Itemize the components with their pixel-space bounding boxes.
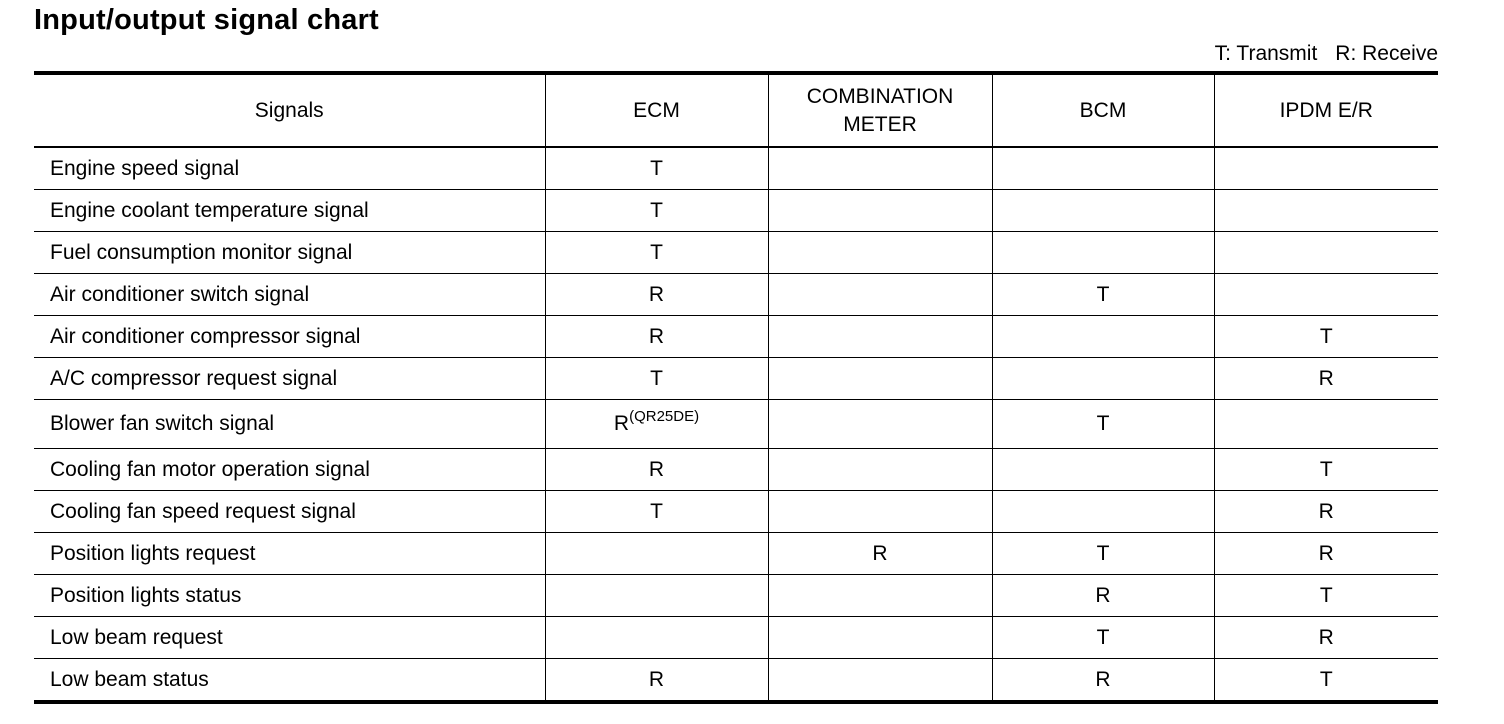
bcm-cell: T	[992, 617, 1214, 659]
bcm-cell: T	[992, 533, 1214, 575]
ecm-value: R	[648, 667, 665, 691]
ipdm-cell: R	[1214, 491, 1438, 533]
ecm-value: R	[648, 282, 665, 306]
table-row	[34, 400, 1438, 449]
header-bcm: BCM	[992, 73, 1214, 147]
ecm-value: R	[648, 457, 665, 481]
ecm-value: T	[650, 240, 663, 264]
legend-transmit: T: Transmit	[1214, 42, 1318, 65]
meter-cell	[768, 232, 992, 274]
ecm-value: T	[650, 198, 663, 222]
ipdm-cell: R	[1214, 533, 1438, 575]
ipdm-cell	[1214, 274, 1438, 316]
meter-cell	[768, 358, 992, 400]
meter-cell	[768, 316, 992, 358]
table-row	[34, 617, 1438, 659]
ecm-cell	[545, 358, 768, 400]
signal-table	[34, 71, 1438, 704]
header-ecm: ECM	[545, 73, 768, 147]
header-combination-meter-line1: COMBINATION	[806, 84, 954, 108]
ecm-cell	[545, 617, 768, 659]
ipdm-cell: T	[1214, 575, 1438, 617]
ipdm-cell: T	[1214, 316, 1438, 358]
bcm-cell	[992, 190, 1214, 232]
ipdm-cell	[1214, 147, 1438, 190]
signal-name: Cooling fan motor operation signal	[34, 449, 545, 491]
ipdm-cell: R	[1214, 358, 1438, 400]
header-combination-meter-line2: METER	[843, 112, 917, 136]
table-row	[34, 358, 1438, 400]
table-row	[34, 232, 1438, 274]
table-row	[34, 491, 1438, 533]
ipdm-cell	[1214, 190, 1438, 232]
meter-cell	[768, 659, 992, 703]
signal-name: Position lights status	[34, 575, 545, 617]
signal-name: Blower fan switch signal	[34, 400, 545, 449]
ipdm-cell	[1214, 400, 1438, 449]
table-row	[34, 316, 1438, 358]
ipdm-cell: R	[1214, 617, 1438, 659]
table-header-row	[34, 73, 1438, 147]
table-row	[34, 449, 1438, 491]
ecm-value: R	[613, 412, 630, 435]
bcm-cell	[992, 449, 1214, 491]
bcm-cell	[992, 147, 1214, 190]
header-combination-meter	[768, 73, 992, 147]
signal-name: Engine speed signal	[34, 147, 545, 190]
signal-name: Low beam request	[34, 617, 545, 659]
ecm-value: T	[650, 499, 663, 523]
ecm-value: R	[648, 324, 665, 348]
legend	[1215, 42, 1438, 66]
ecm-note: (QR25DE)	[629, 408, 700, 425]
table-body	[34, 147, 1438, 702]
ecm-cell	[545, 232, 768, 274]
legend-receive: R: Receive	[1335, 42, 1438, 65]
signal-name: Fuel consumption monitor signal	[34, 232, 545, 274]
ecm-cell	[545, 190, 768, 232]
meter-cell	[768, 575, 992, 617]
ecm-cell	[545, 147, 768, 190]
meter-cell	[768, 147, 992, 190]
signal-name: Cooling fan speed request signal	[34, 491, 545, 533]
ipdm-cell: T	[1214, 659, 1438, 703]
bcm-cell: R	[992, 575, 1214, 617]
meter-cell	[768, 274, 992, 316]
signal-name: Low beam status	[34, 659, 545, 703]
meter-cell	[768, 449, 992, 491]
signal-name: Position lights request	[34, 533, 545, 575]
table-row	[34, 190, 1438, 232]
ecm-cell	[545, 400, 768, 449]
ecm-cell	[545, 575, 768, 617]
ecm-cell	[545, 316, 768, 358]
bcm-cell	[992, 358, 1214, 400]
ecm-value: T	[650, 366, 663, 390]
signal-name: Engine coolant temperature signal	[34, 190, 545, 232]
bcm-cell	[992, 232, 1214, 274]
header-signals: Signals	[34, 73, 545, 147]
bcm-cell: T	[992, 400, 1214, 449]
table-row	[34, 147, 1438, 190]
table-row	[34, 575, 1438, 617]
page-title: Input/output signal chart	[34, 4, 379, 36]
ecm-cell	[545, 533, 768, 575]
ecm-cell	[545, 274, 768, 316]
ipdm-cell: T	[1214, 449, 1438, 491]
meter-cell: R	[768, 533, 992, 575]
signal-name: Air conditioner compressor signal	[34, 316, 545, 358]
ecm-cell	[545, 449, 768, 491]
ipdm-cell	[1214, 232, 1438, 274]
meter-cell	[768, 400, 992, 449]
bcm-cell: T	[992, 274, 1214, 316]
signal-name: Air conditioner switch signal	[34, 274, 545, 316]
ecm-value: T	[650, 156, 663, 180]
header-ipdm: IPDM E/R	[1214, 73, 1438, 147]
bcm-cell	[992, 316, 1214, 358]
meter-cell	[768, 190, 992, 232]
meter-cell	[768, 491, 992, 533]
table-row	[34, 533, 1438, 575]
ecm-cell	[545, 659, 768, 703]
signal-name: A/C compressor request signal	[34, 358, 545, 400]
bcm-cell: R	[992, 659, 1214, 703]
bcm-cell	[992, 491, 1214, 533]
table-row	[34, 274, 1438, 316]
meter-cell	[768, 617, 992, 659]
ecm-cell	[545, 491, 768, 533]
table-row	[34, 659, 1438, 703]
